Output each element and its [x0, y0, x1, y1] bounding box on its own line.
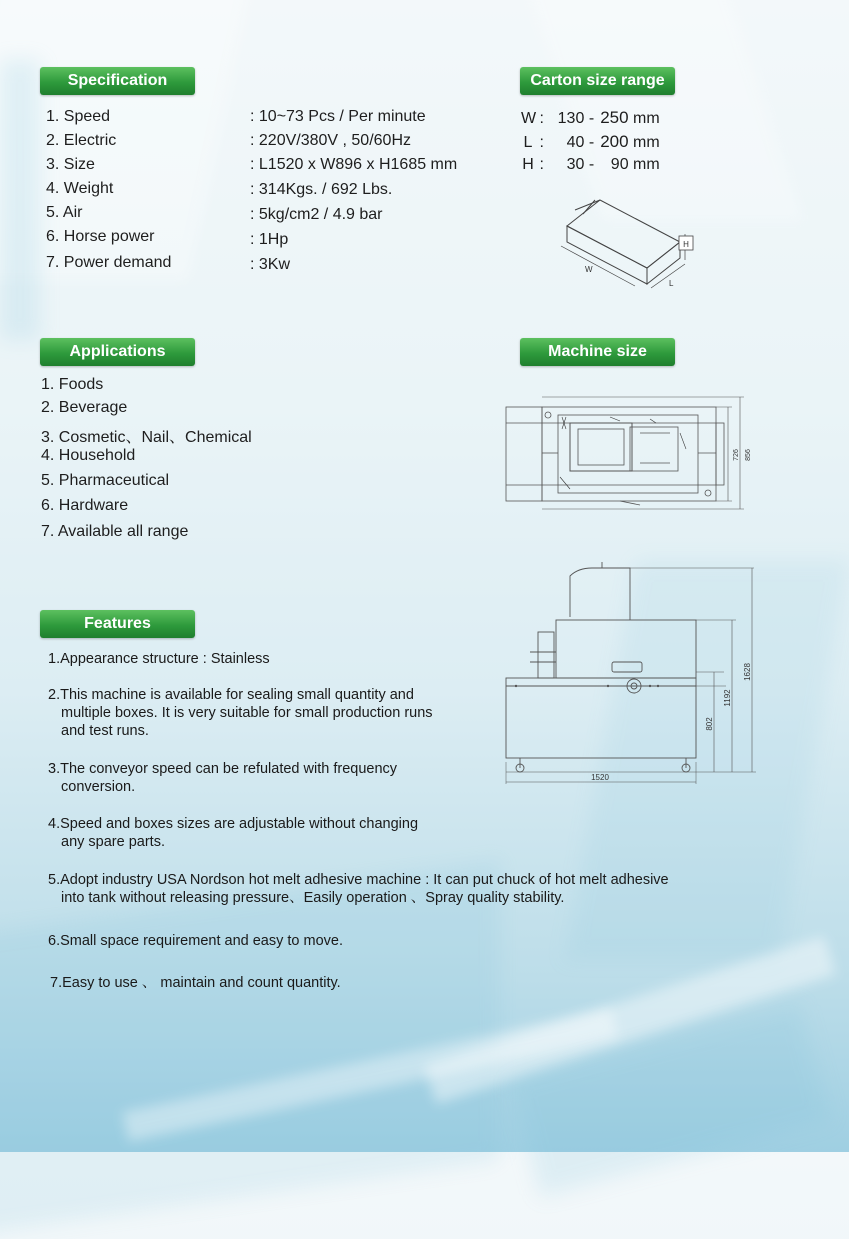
spec-value-power-demand: : 3Kw [250, 256, 291, 273]
dim-726: 726 [733, 449, 740, 461]
carton-dash: - [588, 156, 595, 173]
carton-dash: - [588, 110, 595, 127]
spec-row-electric [46, 132, 116, 150]
feature-line: 3.The conveyor speed can be refulated with frequency [48, 761, 398, 777]
carton-dim: H [522, 156, 534, 173]
feature-item [48, 871, 669, 907]
feature-line: 5.Adopt industry USA Nordson hot melt adhesive machine : It can put chuck of hot melt adhesive [48, 872, 669, 888]
spec-value-horse-power: : 1Hp [250, 231, 289, 248]
dim-802: 802 [705, 717, 714, 731]
application-num: 7. [41, 523, 55, 540]
carton-row-l [521, 132, 660, 152]
feature-line: and test runs. [61, 723, 149, 739]
feature-line: multiple boxes. It is very suitable for small production runs [61, 705, 433, 721]
carton-size-heading: Carton size range [520, 67, 675, 95]
spec-num: 3. [46, 156, 60, 173]
feature-line: 6.Small space requirement and easy to move. [48, 933, 343, 949]
feature-line: 4.Speed and boxes sizes are adjustable without changing [48, 816, 419, 832]
spec-row-size [46, 156, 95, 174]
carton-unit: mm [633, 156, 660, 173]
application-text: Household [58, 447, 136, 464]
spec-name: Weight [63, 180, 114, 197]
application-text: Pharmaceutical [58, 472, 170, 489]
box-label-h: H [683, 240, 689, 249]
feature-item [48, 686, 433, 740]
spec-name: Air [62, 204, 83, 221]
application-item [41, 376, 103, 394]
spec-num: 5. [46, 204, 60, 221]
carton-sep: : [539, 134, 544, 151]
feature-line: 2.This machine is available for sealing small quantity and [48, 687, 414, 703]
dim-1192: 1192 [723, 689, 732, 707]
dim-1628: 1628 [743, 663, 752, 681]
carton-box-diagram [555, 188, 700, 298]
application-num: 5. [41, 472, 55, 489]
feature-line: 1.Appearance structure : Stainless [48, 651, 270, 667]
spec-name: Electric [63, 132, 117, 149]
carton-row-w [521, 108, 660, 128]
applications-heading: Applications [40, 338, 195, 366]
machine-size-heading: Machine size [520, 338, 675, 366]
application-item [41, 497, 128, 515]
application-item [41, 424, 252, 447]
feature-line: any spare parts. [61, 834, 165, 850]
application-num: 4. [41, 447, 55, 464]
spec-num: 7. [46, 254, 60, 271]
carton-row-h [521, 156, 660, 174]
carton-dim: L [523, 134, 533, 151]
application-num: 6. [41, 497, 55, 514]
feature-item [48, 650, 270, 668]
application-num: 1. [41, 376, 55, 393]
spec-num: 1. [46, 108, 60, 125]
spec-value-electric: : 220V/380V , 50/60Hz [250, 132, 411, 149]
carton-sep: : [539, 156, 544, 173]
carton-sep: : [539, 110, 544, 127]
application-text: Cosmetic、Nail、Chemical [58, 429, 252, 446]
spec-value-size: : L1520 x W896 x H1685 mm [250, 156, 458, 173]
carton-dash: - [588, 134, 595, 151]
application-item [41, 472, 169, 490]
feature-line: 7.Easy to use 、 maintain and count quantity. [50, 975, 341, 991]
carton-min: 130 [557, 110, 585, 127]
features-heading: Features [40, 610, 195, 638]
carton-dim: W [521, 110, 537, 127]
feature-line: into tank without releasing pressure、Easily operation 、Spray quality stability. [61, 890, 565, 906]
application-num: 3. [41, 429, 55, 446]
spec-num: 6. [46, 228, 60, 245]
application-item [41, 399, 127, 417]
box-label-l: L [669, 279, 674, 288]
spec-name: Size [63, 156, 95, 173]
spec-num: 2. [46, 132, 60, 149]
machine-top-view-drawing [500, 393, 750, 513]
application-text: Foods [58, 376, 104, 393]
spec-value-speed: : 10~73 Pcs / Per minute [250, 108, 426, 125]
spec-name: Horse power [63, 228, 155, 245]
dim-856: 856 [745, 449, 752, 461]
feature-item [48, 815, 418, 851]
spec-row-weight [46, 180, 113, 198]
carton-max: 200 [600, 132, 629, 151]
spec-num: 4. [46, 180, 60, 197]
box-label-w: W [585, 265, 593, 274]
application-text: Hardware [58, 497, 129, 514]
carton-unit: mm [633, 110, 660, 127]
feature-item [48, 932, 343, 950]
spec-row-power-demand [46, 254, 171, 272]
carton-min: 40 [566, 134, 585, 151]
carton-unit: mm [633, 134, 660, 151]
application-text: Available all range [57, 523, 189, 540]
carton-max: 250 [600, 108, 629, 127]
specification-heading: Specification [40, 67, 195, 95]
carton-max: 90 [610, 156, 629, 173]
application-text: Beverage [58, 399, 128, 416]
feature-line: conversion. [61, 779, 136, 795]
spec-name: Speed [63, 108, 111, 125]
spec-row-horse-power [46, 228, 155, 246]
application-item [41, 447, 135, 465]
application-item [41, 523, 188, 541]
spec-row-speed [46, 108, 110, 126]
spec-name: Power demand [63, 254, 172, 271]
dim-1520: 1520 [591, 773, 609, 782]
carton-min: 30 [566, 156, 585, 173]
feature-item [50, 974, 341, 992]
spec-value-weight: : 314Kgs. / 692 Lbs. [250, 181, 393, 198]
machine-front-view-drawing [500, 562, 760, 790]
spec-row-air [46, 204, 82, 222]
spec-value-air: : 5kg/cm2 / 4.9 bar [250, 206, 383, 223]
application-num: 2. [41, 399, 55, 416]
feature-item [48, 760, 397, 796]
